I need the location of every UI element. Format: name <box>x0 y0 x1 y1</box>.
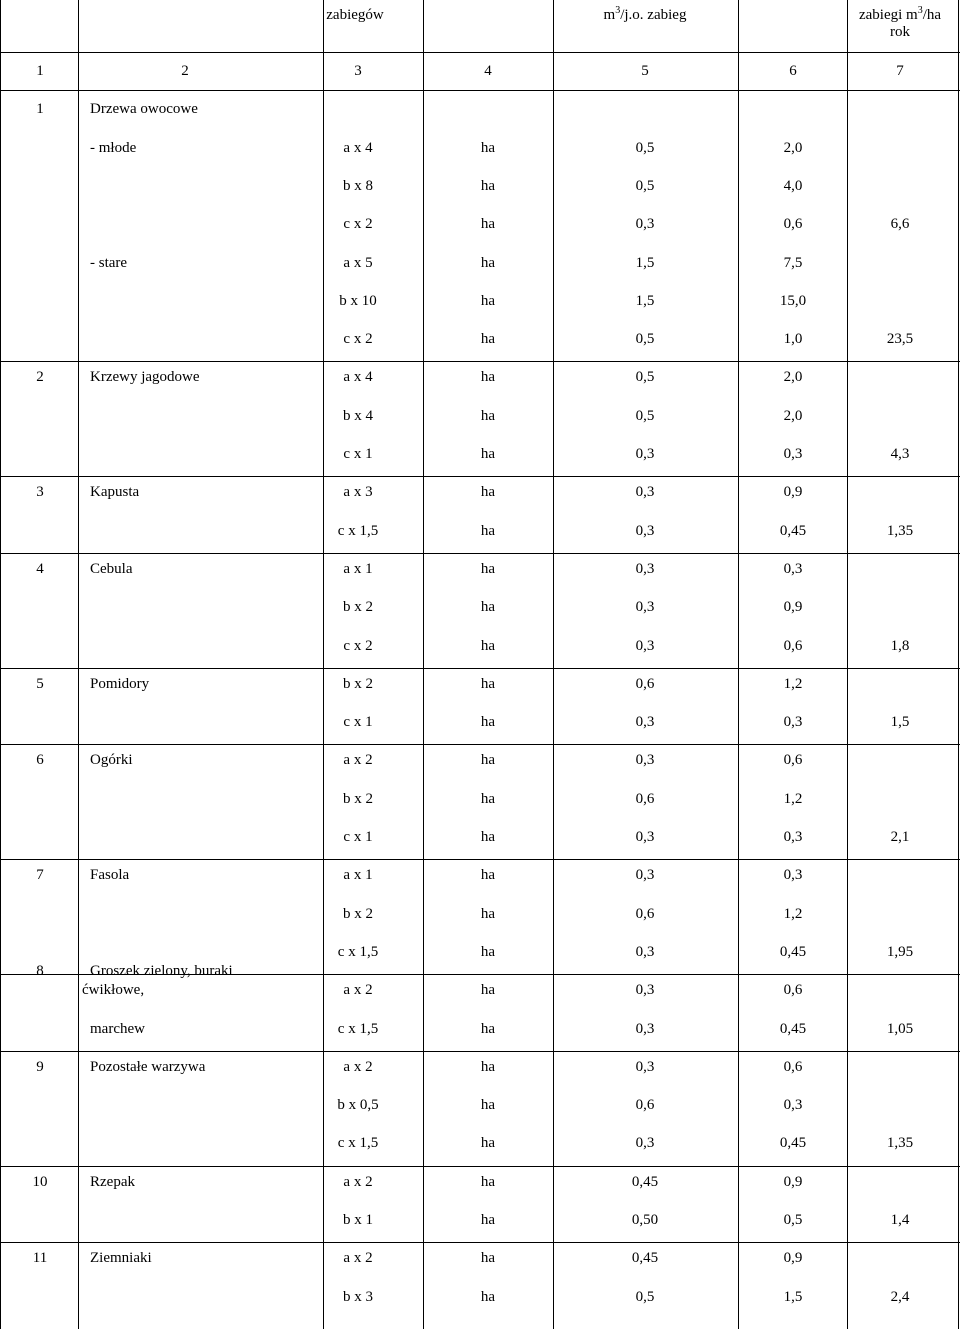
group-divider <box>0 744 960 745</box>
group-divider <box>0 476 960 477</box>
dose-per-unit: 0,50 <box>631 1212 659 1228</box>
total-per-ha-year: 1,05 <box>886 1020 914 1037</box>
unit: ha <box>480 177 496 194</box>
water-per-ha: 0,3 <box>783 1097 803 1114</box>
treatment-count: b x 2 <box>343 790 373 807</box>
unit: ha <box>480 829 496 845</box>
dose-per-unit: 1,5 <box>635 292 655 309</box>
water-per-ha: 2,0 <box>783 407 803 424</box>
dose-per-unit: 0,5 <box>635 331 655 348</box>
water-per-ha: 0,3 <box>783 560 803 577</box>
treatment-count: c x 2 <box>343 637 373 654</box>
treatment-count: a x 2 <box>343 752 373 769</box>
water-per-ha: 0,6 <box>783 216 803 233</box>
dose-per-unit: 0,3 <box>635 446 655 462</box>
dose-per-unit: 0,3 <box>635 599 655 616</box>
unit: ha <box>480 1097 496 1114</box>
treatment-count: b x 4 <box>343 407 373 424</box>
group-divider <box>0 1242 960 1243</box>
dose-per-unit: 0,6 <box>635 905 655 922</box>
header-col7-label-line1: zabiegi $m^3/ha$ <box>858 5 942 23</box>
treatment-count: c x 2 <box>343 216 373 233</box>
unit: ha <box>480 369 496 386</box>
water-per-ha: 0,6 <box>783 637 803 654</box>
dose-per-unit: 0,3 <box>635 560 655 577</box>
group-number: 8 <box>36 963 44 980</box>
water-per-ha: 0,45 <box>779 1020 807 1037</box>
water-per-ha: 0,3 <box>783 829 803 845</box>
dose-per-unit: 0,45 <box>631 1250 659 1267</box>
group-divider <box>0 553 960 554</box>
dose-per-unit: 0,5 <box>635 1288 655 1305</box>
column-number: 4 <box>484 63 492 79</box>
column-number: 5 <box>641 63 649 79</box>
group-number: 1 <box>36 101 44 118</box>
water-per-ha: 0,9 <box>783 1173 803 1190</box>
dose-per-unit: 0,3 <box>635 216 655 233</box>
item-name: - młode <box>90 139 137 156</box>
unit: ha <box>480 637 496 654</box>
treatment-count: b x 2 <box>343 675 373 692</box>
dose-per-unit: 0,5 <box>635 369 655 386</box>
item-name: Pozostałe warzywa <box>90 1058 206 1075</box>
column-number: 3 <box>354 63 362 79</box>
item-name: Groszek zielony, buraki <box>90 963 233 980</box>
water-per-ha: 0,45 <box>779 1135 807 1152</box>
treatment-count: a x 2 <box>343 1250 373 1267</box>
column-number: 1 <box>36 63 44 79</box>
dose-per-unit: 0,3 <box>635 1135 655 1152</box>
unit: ha <box>480 790 496 807</box>
water-per-ha: 1,0 <box>783 331 803 348</box>
water-per-ha: 0,9 <box>783 1250 803 1267</box>
group-number: 7 <box>36 867 44 884</box>
treatment-count: c x 2 <box>343 331 373 348</box>
column-number: 7 <box>896 63 904 79</box>
item-name: Pomidory <box>90 675 150 692</box>
treatment-count: a x 5 <box>343 254 373 271</box>
total-per-ha-year: 23,5 <box>886 331 914 348</box>
item-name: Rzepak <box>90 1173 135 1190</box>
treatment-count: b x 2 <box>343 599 373 616</box>
total-per-ha-year: 1,5 <box>890 714 910 731</box>
unit: ha <box>480 292 496 309</box>
treatment-count: b x 0,5 <box>337 1097 379 1114</box>
total-per-ha-year: 2,1 <box>890 829 910 845</box>
unit: ha <box>480 867 496 884</box>
item-name: Ogórki <box>90 752 133 769</box>
unit: ha <box>480 446 496 462</box>
group-number: 9 <box>36 1058 44 1075</box>
water-per-ha: 0,3 <box>783 446 803 462</box>
dose-per-unit: 0,5 <box>635 139 655 156</box>
treatment-count: c x 1,5 <box>337 943 379 960</box>
water-per-ha: 1,5 <box>783 1288 803 1305</box>
unit: ha <box>480 1173 496 1190</box>
unit: ha <box>480 522 496 539</box>
unit: ha <box>480 599 496 616</box>
dose-per-unit: 0,3 <box>635 943 655 960</box>
grid-vline <box>78 0 79 1329</box>
water-per-ha: 2,0 <box>783 139 803 156</box>
water-per-ha: 0,45 <box>779 943 807 960</box>
unit: ha <box>480 1020 496 1037</box>
group-divider <box>0 361 960 362</box>
grid-vline <box>847 0 848 1329</box>
dose-per-unit: 0,45 <box>631 1173 659 1190</box>
group-number: 11 <box>32 1250 48 1267</box>
water-per-ha: 0,5 <box>783 1212 803 1228</box>
grid-vline-right <box>958 0 959 1329</box>
water-per-ha: 0,3 <box>783 714 803 731</box>
grid-vline <box>738 0 739 1329</box>
item-name: marchew <box>90 1020 145 1037</box>
dose-per-unit: 0,5 <box>635 177 655 194</box>
group-divider <box>0 668 960 669</box>
header-col5-label: $m^3/j.o$. zabieg <box>603 5 687 23</box>
treatment-count: b x 3 <box>343 1288 373 1305</box>
dose-per-unit: 0,6 <box>635 1097 655 1114</box>
total-per-ha-year: 1,4 <box>890 1212 910 1228</box>
treatment-count: a x 2 <box>343 1058 373 1075</box>
total-per-ha-year: 6,6 <box>890 216 910 233</box>
unit: ha <box>480 1212 496 1228</box>
unit: ha <box>480 407 496 424</box>
treatment-count: a x 1 <box>343 560 373 577</box>
item-name-continued: ćwikłowe, <box>82 982 145 999</box>
treatment-count: b x 1 <box>343 1212 373 1228</box>
unit: ha <box>480 752 496 769</box>
dose-per-unit: 0,3 <box>635 714 655 731</box>
treatment-count: a x 4 <box>343 139 373 156</box>
dose-per-unit: 0,3 <box>635 982 655 999</box>
total-per-ha-year: 1,8 <box>890 637 910 654</box>
dose-per-unit: 0,6 <box>635 675 655 692</box>
grid-vline <box>423 0 424 1329</box>
unit: ha <box>480 331 496 348</box>
item-name: Fasola <box>90 867 130 884</box>
group-number: 6 <box>36 752 44 769</box>
water-per-ha: 7,5 <box>783 254 803 271</box>
treatment-count: a x 1 <box>343 867 373 884</box>
unit: ha <box>480 675 496 692</box>
total-per-ha-year: 1,35 <box>886 1135 914 1152</box>
group-number: 2 <box>36 369 44 386</box>
group-number: 3 <box>36 484 44 501</box>
dose-per-unit: 0,6 <box>635 790 655 807</box>
grid-vline <box>553 0 554 1329</box>
total-per-ha-year: 1,95 <box>886 943 914 960</box>
header-col7-label-line2: rok <box>890 24 910 40</box>
water-per-ha: 1,2 <box>783 905 803 922</box>
dose-per-unit: 0,3 <box>635 637 655 654</box>
group-number: 5 <box>36 675 44 692</box>
unit: ha <box>480 484 496 501</box>
unit: ha <box>480 714 496 731</box>
water-per-ha: 4,0 <box>783 177 803 194</box>
unit: ha <box>480 1058 496 1075</box>
header-divider <box>0 52 960 53</box>
unit: ha <box>480 943 496 960</box>
dose-per-unit: 0,3 <box>635 867 655 884</box>
column-number-divider <box>0 90 960 91</box>
grid-vline <box>323 0 324 1329</box>
water-per-ha: 0,9 <box>783 599 803 616</box>
dose-per-unit: 0,3 <box>635 752 655 769</box>
unit: ha <box>480 216 496 233</box>
item-name: Ziemniaki <box>90 1250 152 1267</box>
treatment-count: b x 8 <box>343 177 373 194</box>
header-col3-label: zabiegów <box>326 7 384 23</box>
water-per-ha: 0,3 <box>783 867 803 884</box>
item-name: Cebula <box>90 560 133 577</box>
treatment-count: c x 1 <box>343 714 373 731</box>
treatment-count: a x 2 <box>343 1173 373 1190</box>
grid-vline-left <box>0 0 1 1329</box>
unit: ha <box>480 905 496 922</box>
treatment-count: c x 1,5 <box>337 1135 379 1152</box>
water-per-ha: 0,6 <box>783 752 803 769</box>
total-per-ha-year: 1,35 <box>886 522 914 539</box>
water-per-ha: 1,2 <box>783 675 803 692</box>
treatment-count: a x 2 <box>343 982 373 999</box>
dose-per-unit: 0,5 <box>635 407 655 424</box>
column-number: 6 <box>789 63 797 79</box>
group-number: 10 <box>32 1173 48 1190</box>
dose-per-unit: 1,5 <box>635 254 655 271</box>
water-per-ha: 1,2 <box>783 790 803 807</box>
unit: ha <box>480 139 496 156</box>
group-divider <box>0 1051 960 1052</box>
treatment-count: a x 4 <box>343 369 373 386</box>
water-per-ha: 0,9 <box>783 484 803 501</box>
unit: ha <box>480 982 496 999</box>
item-name: Drzewa owocowe <box>90 101 198 118</box>
item-name: - stare <box>90 254 128 271</box>
treatment-count: b x 2 <box>343 905 373 922</box>
water-per-ha: 15,0 <box>779 292 807 309</box>
water-per-ha: 0,45 <box>779 522 807 539</box>
unit: ha <box>480 1288 496 1305</box>
column-number: 2 <box>181 63 189 79</box>
unit: ha <box>480 1250 496 1267</box>
treatment-count: c x 1,5 <box>337 1020 379 1037</box>
total-per-ha-year: 2,4 <box>890 1288 910 1305</box>
water-per-ha: 0,6 <box>783 982 803 999</box>
treatment-count: c x 1 <box>343 829 373 845</box>
dose-per-unit: 0,3 <box>635 1020 655 1037</box>
group-number: 4 <box>36 560 44 577</box>
dose-per-unit: 0,3 <box>635 522 655 539</box>
unit: ha <box>480 1135 496 1152</box>
unit: ha <box>480 560 496 577</box>
dose-per-unit: 0,3 <box>635 829 655 845</box>
dose-per-unit: 0,3 <box>635 484 655 501</box>
treatment-count: c x 1 <box>343 446 373 462</box>
dose-per-unit: 0,3 <box>635 1058 655 1075</box>
item-name: Kapusta <box>90 484 140 501</box>
group-divider <box>0 859 960 860</box>
water-per-ha: 2,0 <box>783 369 803 386</box>
item-name: Krzewy jagodowe <box>90 369 200 386</box>
treatment-count: c x 1,5 <box>337 522 379 539</box>
total-per-ha-year: 4,3 <box>890 446 910 462</box>
group-divider <box>0 1166 960 1167</box>
water-per-ha: 0,6 <box>783 1058 803 1075</box>
treatment-count: b x 10 <box>339 292 377 309</box>
treatment-count: a x 3 <box>343 484 373 501</box>
unit: ha <box>480 254 496 271</box>
